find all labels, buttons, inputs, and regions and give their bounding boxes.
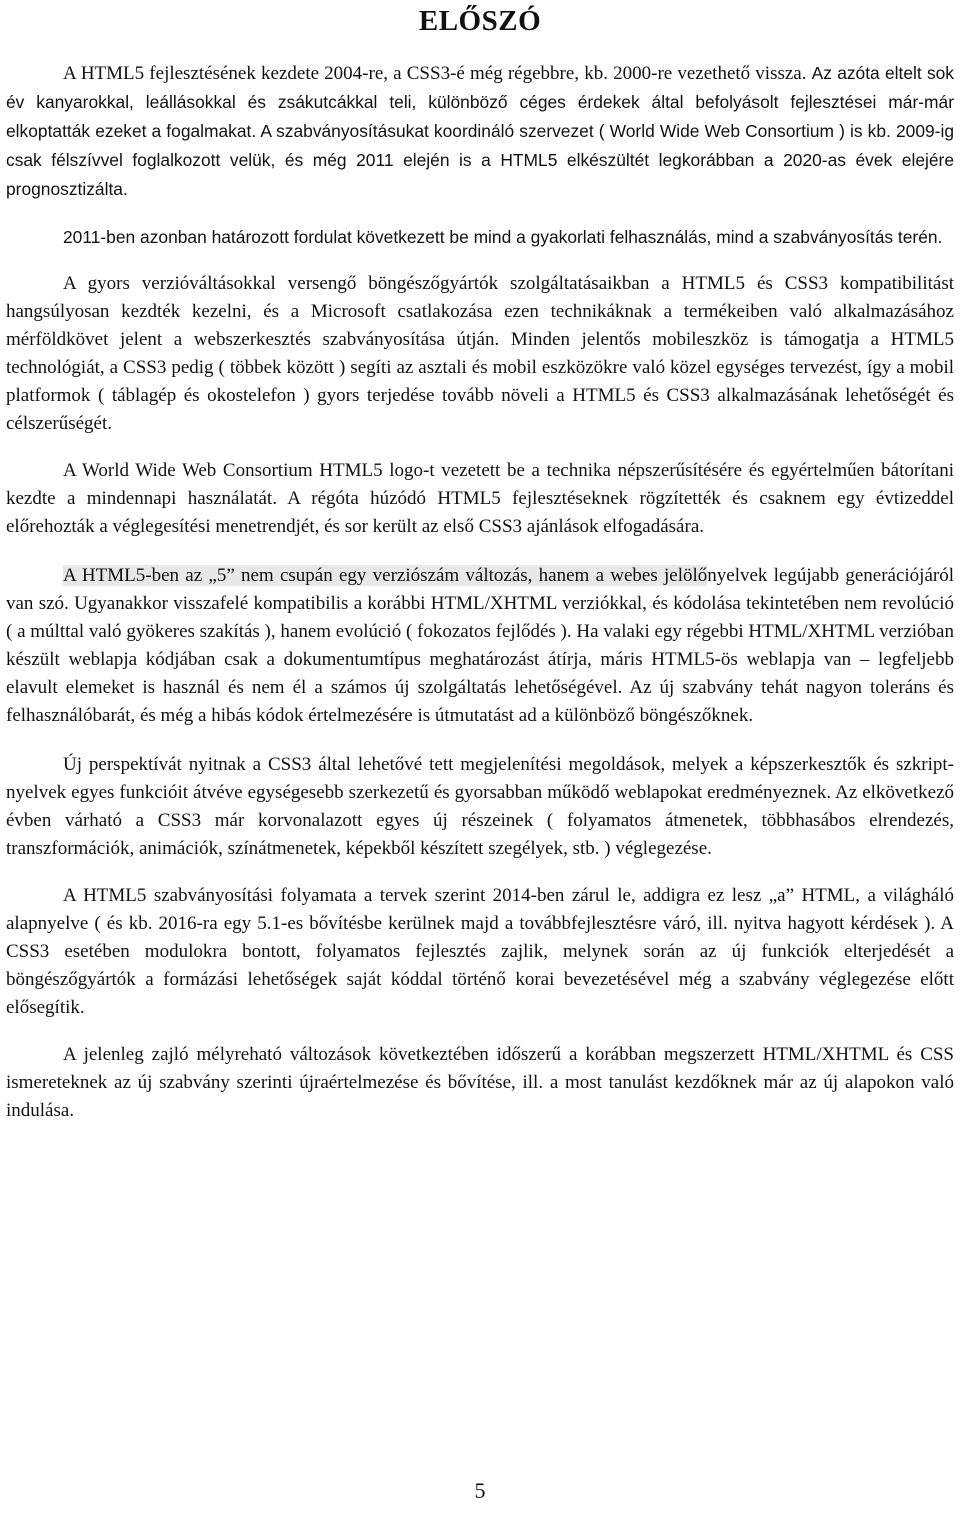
page-title: ELŐSZÓ	[418, 5, 542, 37]
paragraph-7: A HTML5 szabványosítási folyamata a tervek szerint 2014-ben zárul le, addigra ez lesz „a” HTML, a világháló alapnyelve ( és kb. 2016-ra egy 5.1-es bővítésbe kerülnek majd a továbbfejlesztésre váró, ill. nyitva hagyott kérdések ). A CSS3 esetében modulokra bontott, folyamatos fejlesztés zajlik, melynek során az új funkciók elterjedését a böngészőgyártók a formázási lehetőségek saját kóddal történő korai bevezetésével még a szabvány véglegezése előtt elősegítik.	[6, 885, 954, 1018]
paragraph-1-sentence-2: Az azóta eltelt sok év kanyarokkal, leállásokkal és zsákutcákkal teli, különböző céges érdekek által befolyásolt fejlesztései már-már elkoptatták ezeket a fogalmakat. A szabványosításukat koordináló szervezet ( World Wide Web Consortium ) is kb.	[6, 63, 955, 141]
paragraph-2: 2011-ben azonban határozott fordulat következett be mind a gyakorlati felhasználás, mind a szabványosítás terén.	[63, 227, 943, 247]
document-page	[6, 0, 954, 1125]
page-number: 5	[474, 1478, 486, 1503]
paragraph-5-body: nyelvek legújabb generációjáról van szó. Ugyanakkor visszafelé kompatibilis a korábbi HTML/XHTML verziókkal, és kódolása tekintetében nem revolúció ( a múlttal való gyökeres szakítás ), hanem evolúció ( fokozatos fejlődés ). Ha valaki egy régebbi HTML/XHTML verzióban készült weblapja kódjában csak a dokumentumtípus meghatározást átírja, máris HTML5-ös weblapja van – legfeljebb elavult elemeket is használ és nem él a számos új szolgáltatás lehetőségével. Az új szabvány tehát nagyon toleráns és felhasználóbarát, és még a hibás kódok értelmezésére is útmutatást ad a különböző böngészőknek.	[6, 565, 954, 726]
paragraph-4: A World Wide Web Consortium HTML5 logo-t vezetett be a technika népszerűsítésére és egyértelműen bátorítani kezdte a mindennapi használatát. A régóta húzódó HTML5 fejlesztéseknek rögzítették és csaknem egy évtizeddel előrehozták a véglegesítési menetrendjét, és sor került az első CSS3 ajánlások elfogadására.	[6, 460, 954, 537]
paragraph-1-sentence-3: 2009-ig csak félszívvel foglalkozott velük, és még 2011 elején is a HTML5 elkészültét legkorábban a 2020-as évek elejére prognosztizálta.	[6, 121, 954, 199]
paragraph-5	[6, 562, 954, 730]
paragraph-1	[6, 59, 954, 204]
paragraph-5-highlighted-text: A HTML5-ben az „5” nem csupán egy verziószám változás, hanem a webes jelölő	[63, 565, 708, 586]
paragraph-3: A gyors verzióváltásokkal versengő böngészőgyártók szolgáltatásaikban a HTML5 és CSS3 kompatibilitást hangsúlyosan kezdték kezelni, és a Microsoft csatlakozása ezen technikáknak a termékeiben való alkalmazásához mérföldkövet jelent a webszerkesztés szabványosítása útján. Minden jelentős mobileszköz is támogatja a HTML5 technológiát, a CSS3 pedig ( többek között ) segíti az asztali és mobil eszközökre való közel egységes tervezést, így a mobil platformok ( táblagép és okostelefon ) gyors terjedése tovább növeli a HTML5 és CSS3 alkalmazásának lehetőségét és célszerűségét.	[6, 273, 954, 434]
paragraph-8: A jelenleg zajló mélyreható változások következtében időszerű a korábban megszerzett HTML/XHTML és CSS ismereteknek az új szabvány szerinti újraértelmezése és bővítése, ill. a most tanulást kezdőknek már az új alapokon való indulása.	[6, 1044, 954, 1121]
paragraph-6: Új perspektívát nyitnak a CSS3 által lehetővé tett megjelenítési megoldások, melyek a képszerkesztők és szkript-nyelvek egyes funkcióit átvéve egységesebb szerkezetű és gyorsabban működő weblapokat eredményeznek. Az elkövetkező évben várható a CSS3 már korvonalazott egyes új részeinek ( folyamatos átmenetek, többhasábos elrendezés, transzformációk, animációk, színátmenetek, képekből készített szegélyek, stb. ) véglegezése.	[6, 754, 954, 859]
paragraph-1-sentence-1: A HTML5 fejlesztésének kezdete 2004-re, a CSS3-é még régebbre, kb. 2000-re vezethető vissza.	[63, 63, 812, 84]
